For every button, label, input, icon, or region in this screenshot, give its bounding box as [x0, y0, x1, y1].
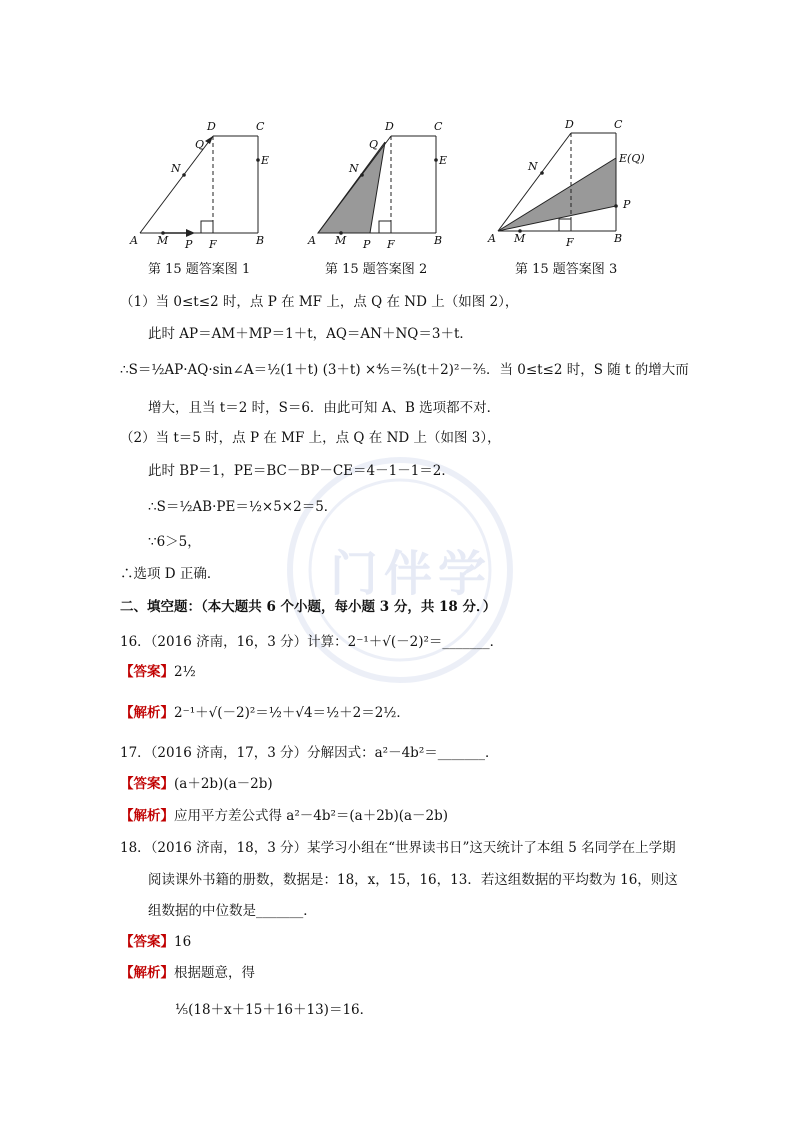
svg-text:P: P — [185, 238, 193, 251]
answer-18 — [120, 932, 191, 952]
figure-3 — [480, 108, 655, 253]
question-16: 16．（2016 济南，16，3 分）计算：2⁻¹＋√(－2)²＝_______． — [120, 634, 504, 650]
analysis-16 — [120, 703, 410, 723]
answer-17-value: (a＋2b)(a－2b) — [174, 776, 273, 792]
solution-line-9: ∴选项 D 正确． — [120, 566, 221, 582]
solution-line-7: ∴S＝½AB·PE＝½×5×2＝5． — [148, 499, 338, 515]
svg-text:E: E — [261, 154, 270, 167]
svg-text:C: C — [256, 120, 265, 133]
svg-text:P: P — [363, 238, 371, 251]
svg-text:F: F — [566, 236, 574, 249]
svg-text:D: D — [385, 120, 394, 133]
figure-1-caption: 第 15 题答案图 1 — [148, 262, 251, 277]
question-18-line-2: 阅读课外书籍的册数，数据是：18，x，15，16，13．若这组数据的平均数为 16，则这 — [148, 872, 678, 888]
figure-2-caption: 第 15 题答案图 2 — [325, 262, 428, 277]
svg-text:E(Q): E(Q) — [619, 152, 645, 165]
svg-text:F: F — [387, 238, 395, 251]
analysis-tag: 【解析】 — [120, 808, 174, 824]
svg-text:E: E — [439, 154, 448, 167]
svg-text:M: M — [335, 234, 347, 247]
answer-17 — [120, 774, 273, 794]
question-17: 17．（2016 济南，17，3 分）分解因式：a²－4b²＝_______． — [120, 745, 499, 761]
analysis-18-text: 根据题意，得 — [174, 965, 255, 981]
svg-text:A: A — [308, 234, 316, 247]
solution-line-1: （1）当 0≤t≤2 时，点 P 在 MF 上，点 Q 在 ND 上（如图 2）， — [120, 294, 519, 310]
answer-tag: 【答案】 — [120, 934, 174, 950]
svg-text:D: D — [207, 120, 216, 133]
answer-tag: 【答案】 — [120, 776, 174, 792]
svg-text:B: B — [256, 234, 265, 247]
solution-line-3: ∴S＝½AP·AQ·sin∠A＝½(1＋t) (3＋t) ×⅘＝⅖(t＋2)²－⅖．当 0≤t≤2 时，S 随 t 的增大而 — [120, 362, 689, 378]
svg-text:D: D — [565, 118, 574, 131]
svg-text:M: M — [514, 232, 526, 245]
answer-18-value: 16 — [174, 934, 192, 950]
svg-text:A: A — [130, 234, 138, 247]
svg-text:B: B — [614, 232, 623, 245]
answer-tag: 【答案】 — [120, 664, 174, 680]
svg-text:B: B — [434, 234, 443, 247]
analysis-18 — [120, 963, 255, 983]
svg-text:N: N — [528, 160, 538, 173]
solution-line-8: ∵6＞5， — [148, 534, 201, 550]
question-18-line-1: 18．（2016 济南，18，3 分）某学习小组在“世界读书日”这天统计了本组 5 名同学在上学期 — [120, 840, 676, 856]
svg-text:M: M — [157, 234, 169, 247]
section-heading: 二、填空题：（本大题共 6 个小题，每小题 3 分，共 18 分．） — [120, 599, 497, 615]
analysis-tag: 【解析】 — [120, 965, 174, 981]
solution-line-6: 此时 BP＝1，PE＝BC－BP－CE＝4－1－1＝2． — [148, 463, 455, 479]
watermark-text: 门伴学 — [330, 546, 493, 602]
analysis-18-equation: ⅕(18＋x＋15＋16＋13)＝16． — [175, 1002, 374, 1018]
answer-16 — [120, 662, 196, 682]
solution-line-2: 此时 AP＝AM＋MP＝1＋t，AQ＝AN＋NQ＝3＋t． — [148, 326, 473, 342]
analysis-17-text: 应用平方差公式得 a²－4b²＝(a＋2b)(a－2b) — [174, 808, 449, 824]
svg-text:F: F — [209, 238, 217, 251]
svg-text:Q: Q — [195, 138, 205, 151]
answer-16-value: 2½ — [174, 664, 196, 680]
svg-text:C: C — [434, 120, 443, 133]
analysis-16-text: 2⁻¹＋√(－2)²＝½＋√4＝½＋2＝2½． — [174, 705, 410, 721]
figure-3-caption: 第 15 题答案图 3 — [515, 262, 618, 277]
figure-2 — [303, 108, 463, 253]
figure-1 — [125, 108, 285, 253]
svg-text:C: C — [614, 118, 623, 131]
svg-text:A: A — [488, 232, 496, 245]
solution-line-4: 增大，且当 t＝2 时，S＝6．由此可知 A、B 选项都不对． — [148, 400, 501, 416]
svg-text:N: N — [349, 162, 359, 175]
svg-text:P: P — [623, 198, 631, 211]
question-18-line-3: 组数据的中位数是_______． — [148, 903, 317, 919]
analysis-17 — [120, 806, 448, 826]
svg-text:N: N — [171, 162, 181, 175]
svg-text:Q: Q — [369, 138, 379, 151]
solution-line-5: （2）当 t＝5 时，点 P 在 MF 上，点 Q 在 ND 上（如图 3）， — [120, 430, 501, 446]
analysis-tag: 【解析】 — [120, 705, 174, 721]
